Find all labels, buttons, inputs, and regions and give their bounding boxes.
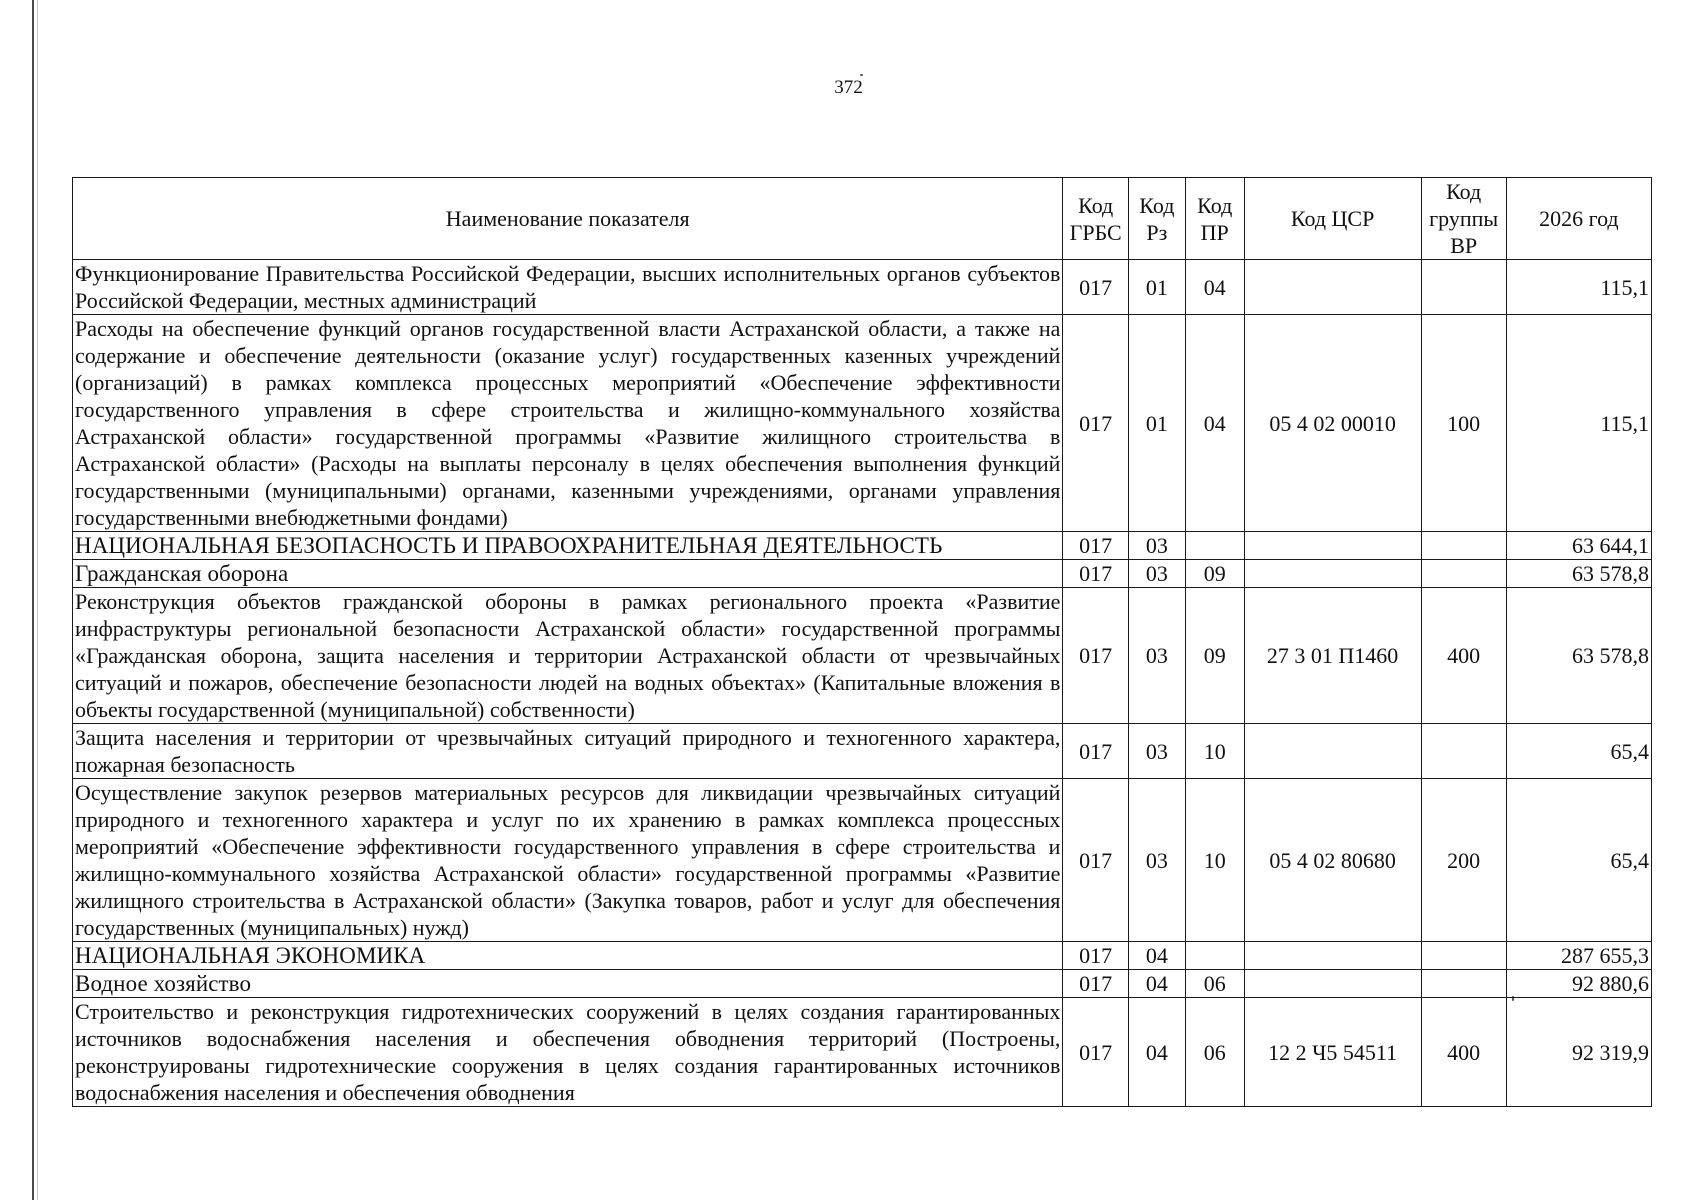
cell-csr (1244, 724, 1421, 779)
cell-amount: 92 880,6 (1506, 970, 1651, 998)
cell-vr: 400 (1421, 588, 1506, 724)
cell-rz: 03 (1128, 724, 1185, 779)
cell-amount: 115,1 (1506, 260, 1651, 315)
cell-csr (1244, 532, 1421, 560)
cell-amount: 287 655,3 (1506, 942, 1651, 970)
header-pr: Код ПР (1185, 178, 1244, 260)
cell-csr (1244, 560, 1421, 588)
table-row (73, 532, 1652, 560)
cell-amount: 65,4 (1506, 724, 1651, 779)
page-number: 372 (834, 77, 863, 98)
scan-speck (860, 74, 863, 76)
page-binding-line (32, 0, 34, 1200)
cell-rz: 03 (1128, 779, 1185, 942)
cell-vr (1421, 724, 1506, 779)
header-vr: Код группы ВР (1421, 178, 1506, 260)
table-row (73, 315, 1652, 532)
cell-rz: 01 (1128, 315, 1185, 532)
cell-pr (1185, 532, 1244, 560)
cell-grbs: 017 (1063, 260, 1129, 315)
cell-name: Строительство и реконструкция гидротехнических сооружений в целях создания гарантированных источников водоснабжения населения и обеспечения обводнения территорий (Построены, реконструированы гидротехнические сооружения в целях создания гарантированных источников водоснабжения населения и обеспечения обводнения (73, 998, 1063, 1107)
cell-name: Гражданская оборона (73, 560, 1063, 588)
header-name: Наименование показателя (73, 178, 1063, 260)
cell-csr: 27 3 01 П1460 (1244, 588, 1421, 724)
header-csr: Код ЦСР (1244, 178, 1421, 260)
cell-name: НАЦИОНАЛЬНАЯ ЭКОНОМИКА (73, 942, 1063, 970)
cell-vr (1421, 942, 1506, 970)
cell-pr: 06 (1185, 998, 1244, 1107)
cell-rz: 04 (1128, 942, 1185, 970)
cell-pr: 09 (1185, 560, 1244, 588)
budget-table (72, 177, 1652, 1107)
cell-vr: 200 (1421, 779, 1506, 942)
cell-rz: 04 (1128, 998, 1185, 1107)
cell-grbs: 017 (1063, 724, 1129, 779)
cell-pr: 06 (1185, 970, 1244, 998)
cell-name: Реконструкция объектов гражданской обороны в рамках регионального проекта «Развитие инфраструктуры региональной безопасности Астраханской области» государственной программы «Гражданская оборона, защита населения и территории Астраханской области от чрезвычайных ситуаций и пожаров, обеспечение безопасности людей на водных объектах» (Капитальные вложения в объекты государственной (муниципальной) собственности) (73, 588, 1063, 724)
cell-grbs: 017 (1063, 779, 1129, 942)
cell-pr (1185, 942, 1244, 970)
cell-rz: 04 (1128, 970, 1185, 998)
cell-name: Функционирование Правительства Российской Федерации, высших исполнительных органов субъектов Российской Федерации, местных администраций (73, 260, 1063, 315)
table-row (73, 560, 1652, 588)
cell-rz: 03 (1128, 588, 1185, 724)
cell-grbs: 017 (1063, 532, 1129, 560)
cell-amount: 63 578,8 (1506, 560, 1651, 588)
cell-vr (1421, 970, 1506, 998)
table-row (73, 724, 1652, 779)
table-header-row (73, 178, 1652, 260)
cell-csr: 12 2 Ч5 54511 (1244, 998, 1421, 1107)
cell-vr (1421, 260, 1506, 315)
cell-vr: 400 (1421, 998, 1506, 1107)
cell-name: Расходы на обеспечение функций органов государственной власти Астраханской области, а также на содержание и обеспечение деятельности (оказание услуг) государственных казенных учреждений (организаций) в рамках комплекса процессных мероприятий «Обеспечение эффективности государственного управления в сфере строительства и жилищно-коммунального хозяйства Астраханской области» государственной программы «Развитие жилищного строительства в Астраханской области» (Расходы на выплаты персоналу в целях обеспечения выполнения функций государственными (муниципальными) органами, казенными учреждениями, органами управления государственными внебюджетными фондами) (73, 315, 1063, 532)
cell-grbs: 017 (1063, 970, 1129, 998)
table-row (73, 588, 1652, 724)
table-row (73, 779, 1652, 942)
cell-name: Водное хозяйство (73, 970, 1063, 998)
cell-grbs: 017 (1063, 942, 1129, 970)
cell-pr: 04 (1185, 260, 1244, 315)
table-row (73, 970, 1652, 998)
cell-grbs: 017 (1063, 560, 1129, 588)
header-year: 2026 год (1506, 178, 1651, 260)
cell-pr: 10 (1185, 724, 1244, 779)
table-row (73, 998, 1652, 1107)
cell-vr: 100 (1421, 315, 1506, 532)
cell-csr (1244, 260, 1421, 315)
page-binding-shadow (37, 0, 38, 1200)
cell-csr: 05 4 02 80680 (1244, 779, 1421, 942)
cell-amount: 92 319,9 (1506, 998, 1651, 1107)
cell-name: Осуществление закупок резервов материальных ресурсов для ликвидации чрезвычайных ситуаций природного и техногенного характера и услуг по их хранению в рамках комплекса процессных мероприятий «Обеспечение эффективности государственного управления в сфере строительства и жилищно-коммунального хозяйства Астраханской области» государственной программы «Развитие жилищного строительства в Астраханской области» (Закупка товаров, работ и услуг для обеспечения государственных (муниципальных) нужд) (73, 779, 1063, 942)
header-rz: Код Рз (1128, 178, 1185, 260)
cell-csr: 05 4 02 00010 (1244, 315, 1421, 532)
cell-grbs: 017 (1063, 315, 1129, 532)
cell-amount: 65,4 (1506, 779, 1651, 942)
cell-rz: 03 (1128, 560, 1185, 588)
cell-pr: 10 (1185, 779, 1244, 942)
cell-pr: 09 (1185, 588, 1244, 724)
table-row (73, 942, 1652, 970)
cell-grbs: 017 (1063, 588, 1129, 724)
cell-name: Защита населения и территории от чрезвычайных ситуаций природного и техногенного характера, пожарная безопасность (73, 724, 1063, 779)
cell-vr (1421, 532, 1506, 560)
header-grbs: Код ГРБС (1063, 178, 1129, 260)
cell-vr (1421, 560, 1506, 588)
cell-name: НАЦИОНАЛЬНАЯ БЕЗОПАСНОСТЬ И ПРАВООХРАНИТЕЛЬНАЯ ДЕЯТЕЛЬНОСТЬ (73, 532, 1063, 560)
cell-csr (1244, 942, 1421, 970)
cell-rz: 03 (1128, 532, 1185, 560)
cell-rz: 01 (1128, 260, 1185, 315)
cell-grbs: 017 (1063, 998, 1129, 1107)
cell-amount: 115,1 (1506, 315, 1651, 532)
table-row (73, 260, 1652, 315)
cell-pr: 04 (1185, 315, 1244, 532)
cell-amount: 63 578,8 (1506, 588, 1651, 724)
cell-csr (1244, 970, 1421, 998)
table-body (73, 260, 1652, 1107)
cell-amount: 63 644,1 (1506, 532, 1651, 560)
